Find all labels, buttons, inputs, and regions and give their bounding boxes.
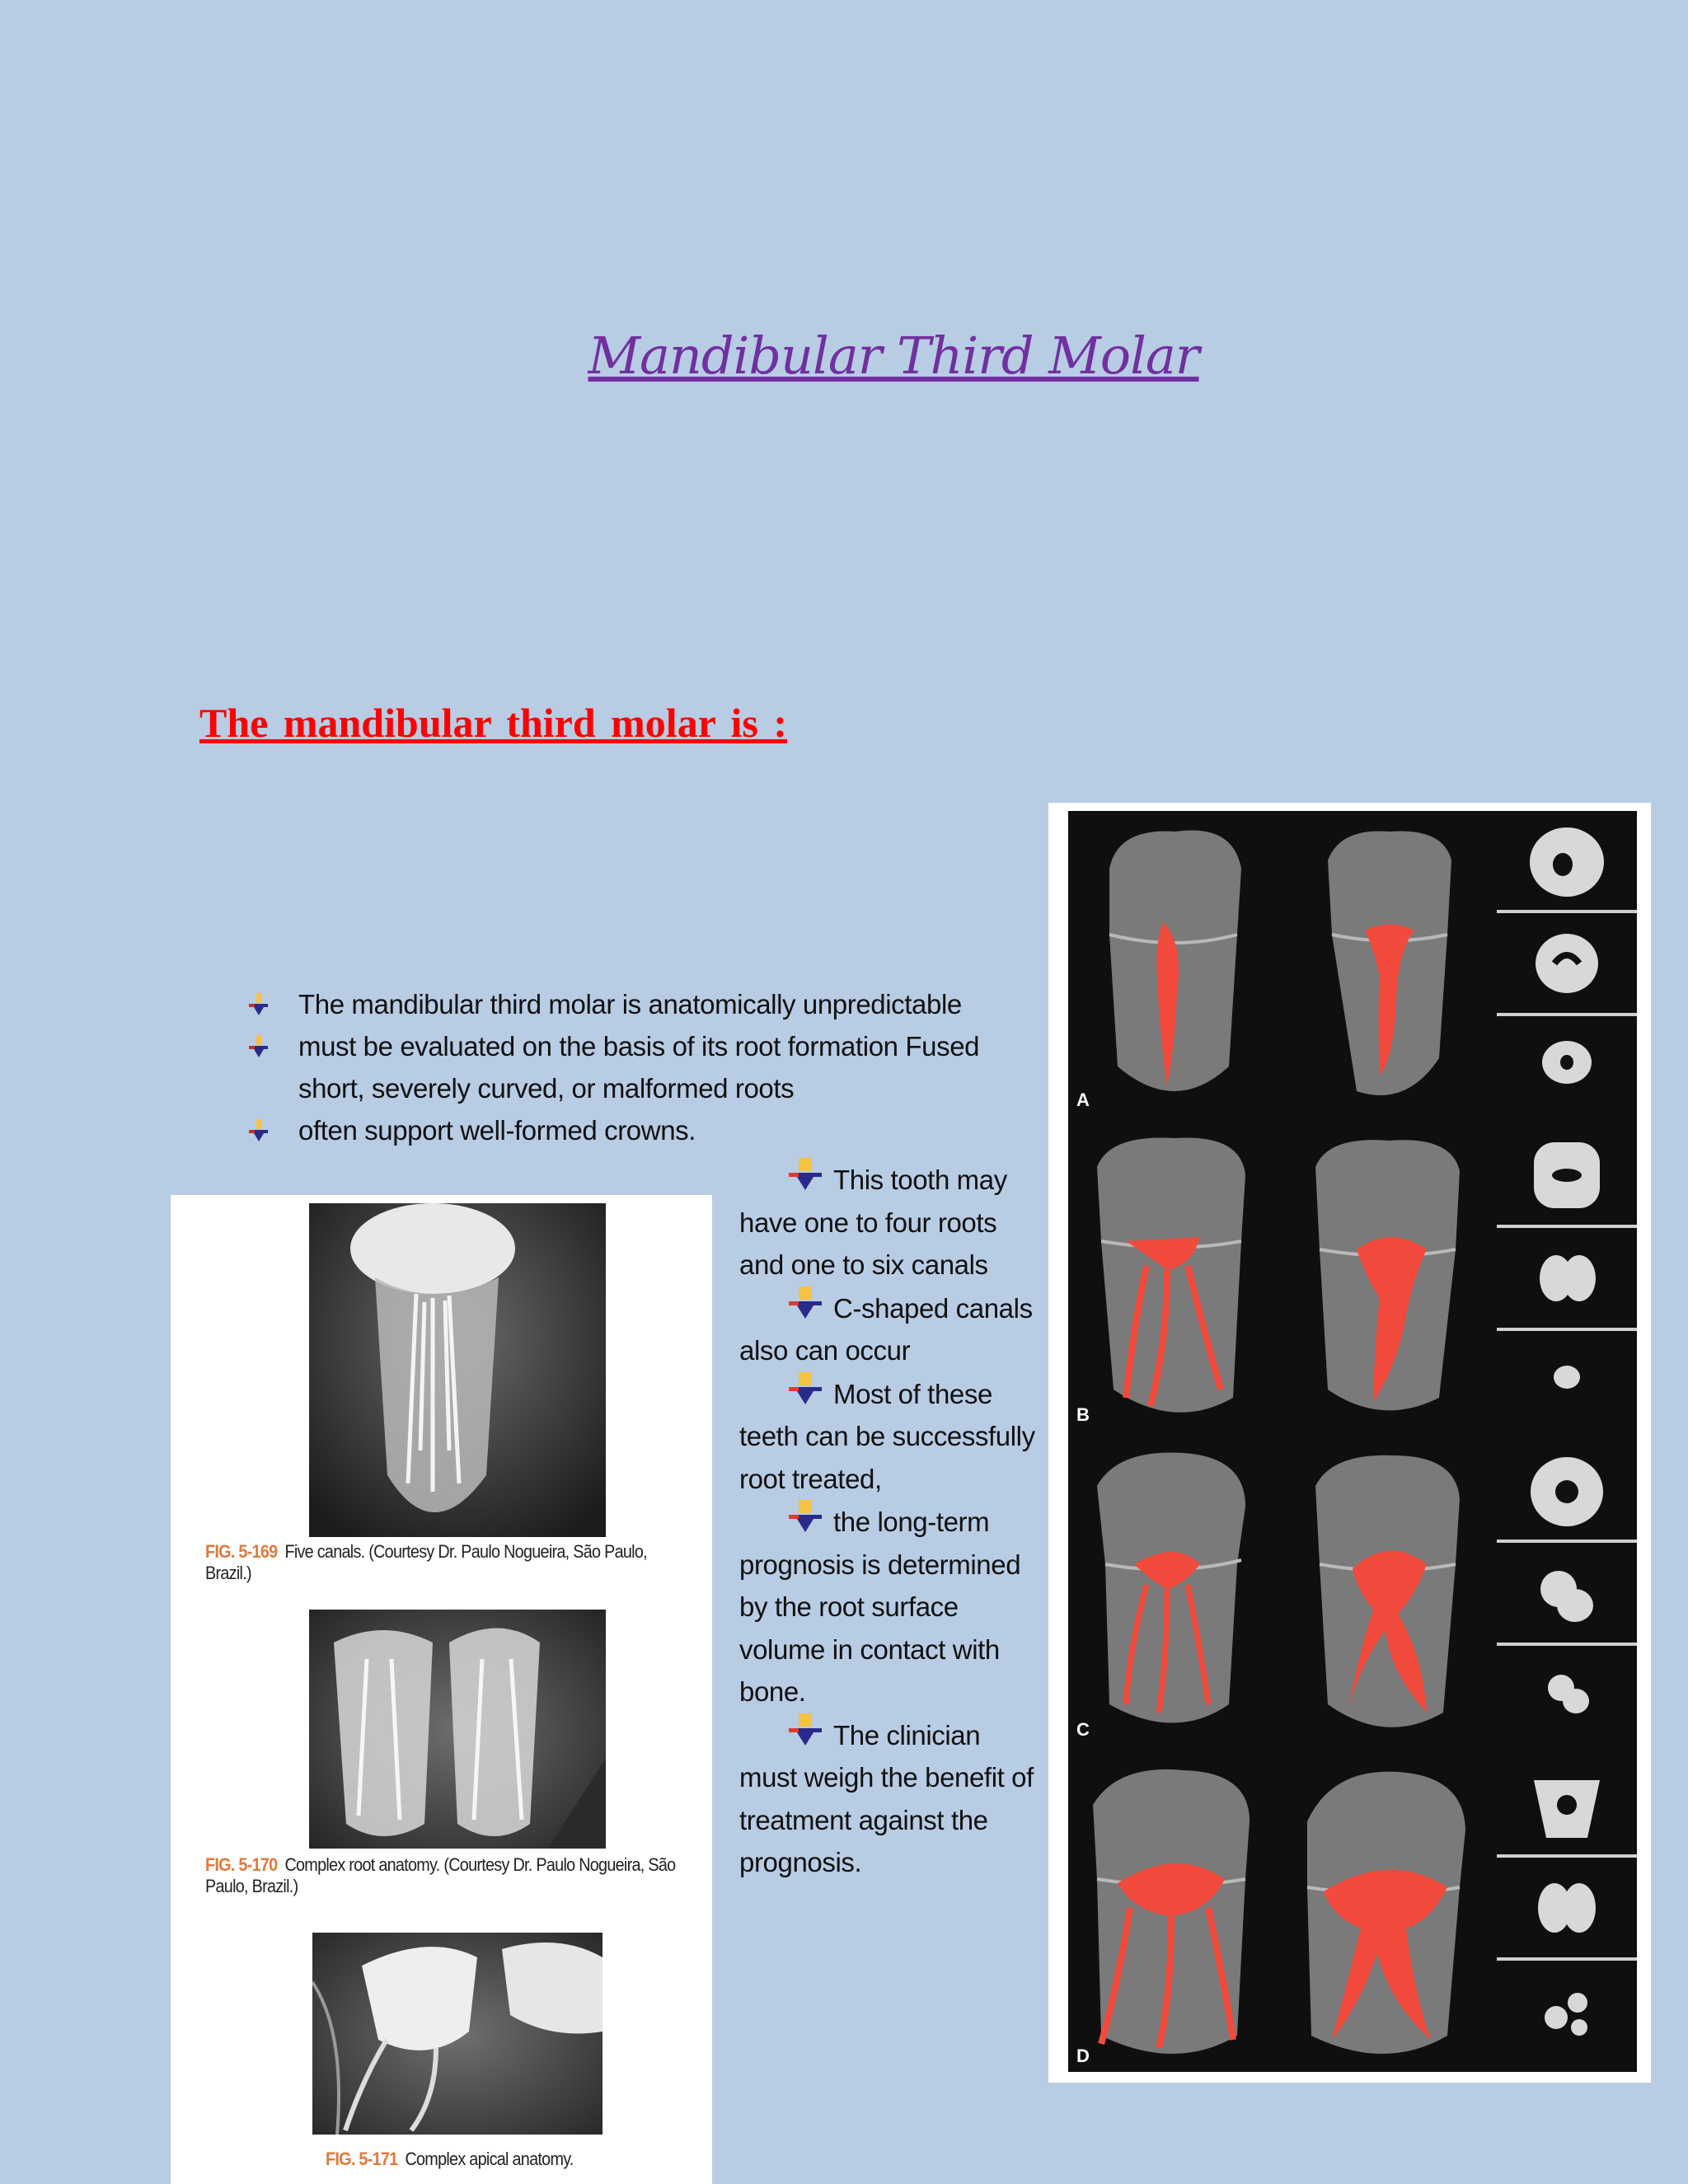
tooth-model — [1068, 1755, 1279, 2072]
cross-sections — [1497, 1126, 1637, 1431]
side-point-lead: the long-term — [833, 1507, 990, 1537]
section-heading: The mandibular third molar is : — [199, 700, 787, 746]
figure-number: FIG. 5-169 — [205, 1541, 278, 1562]
model-panel — [1497, 1126, 1637, 1431]
cross-sections — [1497, 1441, 1637, 1746]
cross-sections — [1497, 1755, 1637, 2072]
arrow-bullet-icon — [247, 1119, 270, 1142]
caption-text: Complex root anatomy. (Courtesy Dr. Paulo Nogueira, São Paulo, Brazil.) — [205, 1854, 676, 1896]
radiograph-complex-root — [309, 1610, 606, 1849]
page-title: Mandibular Third Molar — [588, 326, 1199, 386]
side-point-lead: Most of these — [833, 1378, 992, 1409]
arrow-bullet-icon — [247, 993, 270, 1016]
arrow-bullet-icon — [789, 1286, 822, 1319]
side-point-text: have one to four roots and one to six canals — [739, 1207, 997, 1280]
model-panel — [1497, 1441, 1637, 1746]
arrow-bullet-icon — [789, 1158, 822, 1191]
radiograph-figures — [171, 1195, 712, 2184]
list-item — [247, 1109, 1039, 1151]
model-panel — [1068, 1126, 1279, 1431]
bullet-list — [247, 983, 1039, 1151]
tooth-model — [1282, 1126, 1493, 1431]
figure-number: FIG. 5-171 — [326, 2149, 398, 2169]
list-item — [247, 1025, 1039, 1109]
panel-letter: D — [1076, 2046, 1090, 2066]
caption-text: Five canals. (Courtesy Dr. Paulo Nogueira, São Paulo, Brazil.) — [205, 1541, 647, 1583]
canal-model-plate — [1048, 803, 1651, 2083]
side-point-text: prognosis is determined by the root surface volume in contact with bone. — [739, 1549, 1021, 1707]
figure-caption — [205, 1541, 680, 1584]
panel-letter: C — [1076, 1719, 1090, 1740]
side-point-text: canals also can occur — [739, 1292, 1033, 1366]
side-point — [739, 1500, 1036, 1713]
tooth-model — [1068, 1126, 1279, 1431]
model-panel — [1497, 1755, 1637, 2072]
model-grid — [1068, 811, 1637, 2072]
tooth-model — [1282, 1755, 1493, 2072]
model-panel — [1282, 1126, 1493, 1431]
arrow-bullet-icon — [789, 1713, 822, 1746]
side-point — [739, 1372, 1036, 1501]
panel-letter: A — [1076, 1090, 1090, 1110]
caption-text: Complex apical anatomy. — [405, 2149, 574, 2169]
radiograph-apical-anatomy — [312, 1933, 603, 2135]
tooth-model — [1068, 1441, 1279, 1746]
tooth-model — [1068, 811, 1279, 1116]
arrow-bullet-icon — [789, 1500, 822, 1533]
arrow-bullet-icon — [247, 1035, 270, 1058]
model-panel — [1282, 1441, 1493, 1746]
panel-letter: B — [1076, 1404, 1090, 1425]
side-points — [739, 1158, 1036, 1884]
side-point — [739, 1713, 1036, 1884]
side-point — [739, 1158, 1036, 1286]
side-point-text: teeth can be successfully root treated, — [739, 1421, 1035, 1494]
figure-caption — [205, 1854, 680, 1897]
figure-caption — [326, 2149, 696, 2170]
model-panel — [1068, 811, 1279, 1116]
figure-number: FIG. 5-170 — [205, 1854, 278, 1875]
side-point-lead: The clinician — [833, 1719, 981, 1750]
arrow-bullet-icon — [789, 1372, 822, 1405]
list-item — [247, 983, 1039, 1025]
radiograph-five-canals — [309, 1203, 606, 1537]
model-panel — [1068, 1441, 1279, 1746]
model-panel — [1282, 1755, 1493, 2072]
tooth-model — [1282, 811, 1493, 1116]
tooth-model — [1282, 1441, 1493, 1746]
bullet-text: must be evaluated on the basis of its root formation Fused short, severely curved, or malformed roots — [298, 1031, 980, 1104]
side-point-lead: This tooth may — [833, 1165, 1007, 1195]
side-point-lead: C-shaped — [833, 1292, 949, 1324]
model-panel — [1068, 1755, 1279, 2072]
side-point — [739, 1286, 1036, 1372]
bullet-text: The mandibular third molar is anatomically unpredictable — [298, 989, 962, 1019]
cross-sections — [1497, 811, 1637, 1116]
model-panel — [1497, 811, 1637, 1116]
bullet-text: often support well-formed crowns. — [298, 1115, 696, 1146]
model-panel — [1282, 811, 1493, 1116]
side-point-text: must weigh the benefit of treatment against the prognosis. — [739, 1762, 1034, 1877]
